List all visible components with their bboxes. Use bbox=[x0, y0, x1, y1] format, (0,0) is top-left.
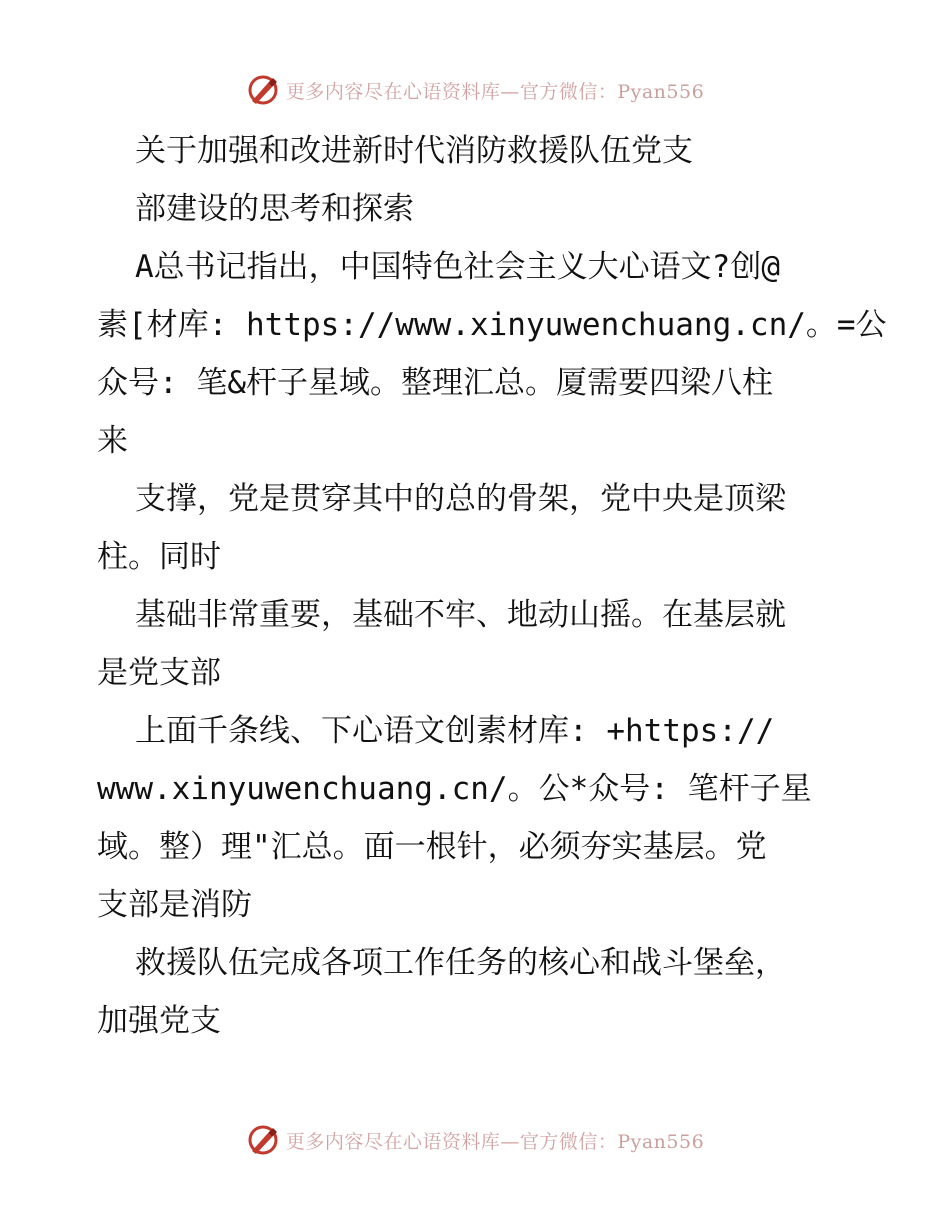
paragraph-line: 支部是消防 bbox=[97, 887, 252, 923]
paragraph-line: 基础非常重要，基础不牢、地动山摇。在基层就 bbox=[135, 597, 786, 633]
paragraph-line: 加强党支 bbox=[97, 1003, 221, 1039]
paragraph-line: 来 bbox=[97, 423, 128, 459]
footer-banner-label: 更多内容尽在心语资料库—官方微信： bbox=[285, 1130, 618, 1153]
title-line-1: 关于加强和改进新时代消防救援队伍党支 bbox=[135, 133, 693, 169]
paragraph-line: A总书记指出，中国特色社会主义大心语文?创@ bbox=[135, 249, 780, 285]
pen-logo-icon bbox=[246, 73, 280, 107]
paragraph-line: 支撑，党是贯穿其中的总的骨架，党中央是顶梁 bbox=[135, 481, 786, 517]
footer-banner-content bbox=[246, 1123, 704, 1157]
paragraph-line: 域。整）理"汇总。面一根针，必须夯实基层。党 bbox=[97, 829, 767, 865]
footer-banner-text bbox=[286, 1127, 704, 1154]
paragraph-line: 上面千条线、下心语文创素材库: +https:// bbox=[135, 713, 775, 749]
title-line-2: 部建设的思考和探索 bbox=[135, 191, 414, 227]
paragraph-line: www.xinyuwenchuang.cn/。公*众号: 笔杆子星 bbox=[97, 771, 812, 807]
header-wechat-id: Pyan556 bbox=[617, 80, 705, 103]
pen-logo-icon bbox=[246, 1123, 280, 1157]
header-banner-label: 更多内容尽在心语资料库—官方微信： bbox=[285, 80, 618, 103]
document-body bbox=[97, 122, 887, 1050]
paragraph-line: 素[材库: https://www.xinyuwenchuang.cn/。=公 bbox=[97, 307, 887, 343]
paragraph-line: 柱。同时 bbox=[97, 539, 221, 575]
footer-wechat-id: Pyan556 bbox=[617, 1130, 705, 1153]
paragraph-line: 是党支部 bbox=[97, 655, 221, 691]
footer-banner bbox=[0, 1120, 950, 1160]
paragraph-line: 救援队伍完成各项工作任务的核心和战斗堡垒， bbox=[135, 945, 786, 981]
header-banner-content bbox=[246, 73, 704, 107]
header-banner bbox=[0, 70, 950, 110]
paragraph-line: 众号: 笔&杆子星域。整理汇总。厦需要四梁八柱 bbox=[97, 365, 773, 401]
header-banner-text bbox=[286, 77, 704, 104]
